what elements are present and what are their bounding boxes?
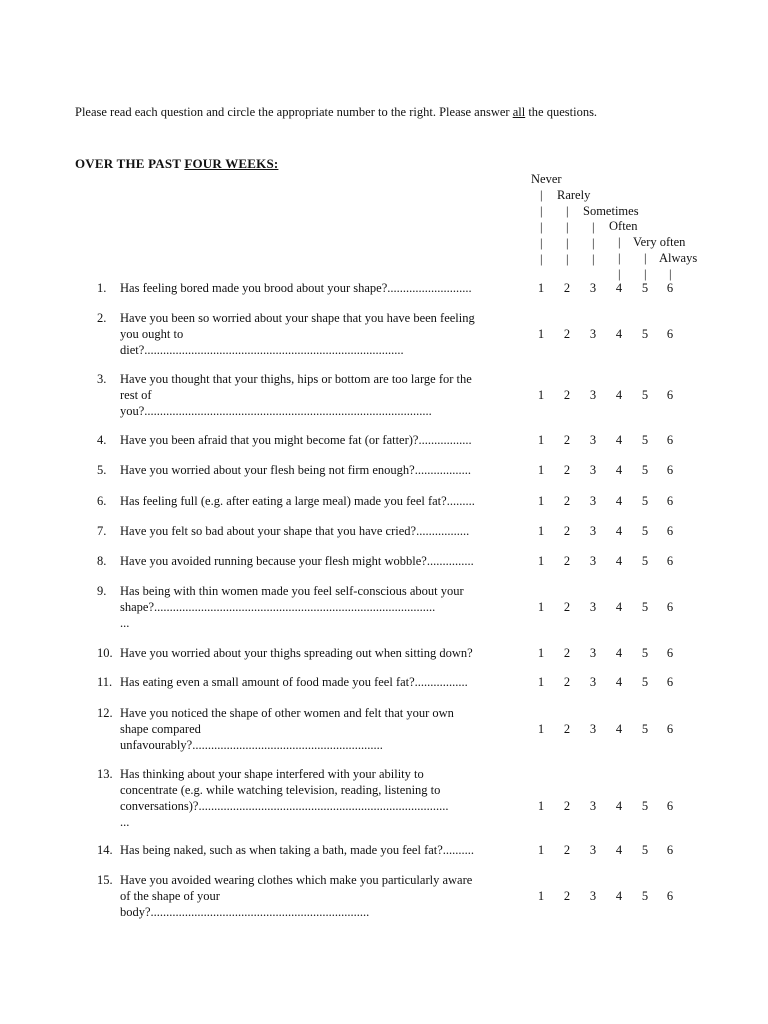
question-text-line: shape compared	[120, 722, 201, 736]
question-number: 1.	[97, 281, 107, 295]
response-option-1[interactable]: 1	[537, 600, 545, 614]
response-option-5[interactable]: 5	[641, 433, 649, 447]
response-option-3[interactable]: 3	[589, 554, 597, 568]
question-number: 3.	[97, 372, 107, 386]
response-option-4[interactable]: 4	[615, 799, 623, 813]
question-text	[120, 645, 525, 661]
response-option-4[interactable]: 4	[615, 433, 623, 447]
response-option-2[interactable]: 2	[563, 327, 571, 341]
response-option-2[interactable]: 2	[563, 646, 571, 660]
response-option-4[interactable]: 4	[615, 675, 623, 689]
heading-prefix: OVER THE PAST	[75, 156, 185, 171]
response-option-6[interactable]: 6	[666, 722, 674, 736]
response-option-5[interactable]: 5	[641, 799, 649, 813]
response-option-6[interactable]: 6	[666, 388, 674, 402]
question-text-line: Have you worried about your thighs spreading out when sitting down?	[120, 646, 473, 660]
question-number: 8.	[97, 554, 107, 568]
response-option-2[interactable]: 2	[563, 494, 571, 508]
response-option-2[interactable]: 2	[563, 554, 571, 568]
response-option-4[interactable]: 4	[615, 281, 623, 295]
response-option-1[interactable]: 1	[537, 327, 545, 341]
question-text-line: Has being naked, such as when taking a bath, made you feel fat?..........	[120, 843, 475, 857]
scale-guide-bar: |	[540, 220, 543, 234]
response-option-6[interactable]: 6	[666, 494, 674, 508]
response-option-2[interactable]: 2	[563, 463, 571, 477]
question-text-line: you?............................................................................................	[120, 404, 432, 418]
response-option-5[interactable]: 5	[641, 494, 649, 508]
question-number: 11.	[97, 675, 113, 689]
response-option-1[interactable]: 1	[537, 524, 545, 538]
question-text-line: Have you avoided wearing clothes which make you particularly aware	[120, 873, 473, 887]
heading-period: FOUR WEEKS:	[184, 156, 279, 171]
scale-guide-bar: |	[566, 252, 569, 266]
question-text-line: body?......................................................................	[120, 905, 370, 919]
response-option-6[interactable]: 6	[666, 675, 674, 689]
response-option-3[interactable]: 3	[589, 524, 597, 538]
response-option-5[interactable]: 5	[641, 463, 649, 477]
response-option-5[interactable]: 5	[641, 327, 649, 341]
response-option-3[interactable]: 3	[589, 889, 597, 903]
instructions-emphasis: all	[512, 105, 526, 119]
scale-guide-bar: |	[592, 220, 595, 234]
response-option-2[interactable]: 2	[563, 281, 571, 295]
question-number: 2.	[97, 311, 107, 325]
question-text-line: Have you noticed the shape of other women and felt that your own	[120, 706, 454, 720]
question-text	[120, 493, 525, 509]
instructions-text-end: the questions.	[525, 105, 598, 119]
question-text-line: shape?..........................................................................................	[120, 600, 436, 614]
response-option-3[interactable]: 3	[589, 600, 597, 614]
response-option-2[interactable]: 2	[563, 799, 571, 813]
question-text	[120, 674, 525, 690]
response-option-3[interactable]: 3	[589, 388, 597, 402]
scale-guide-bar: |	[669, 267, 672, 281]
response-option-2[interactable]: 2	[563, 722, 571, 736]
question-text	[120, 872, 525, 920]
question-text-line: of the shape of your	[120, 889, 220, 903]
question-number: 15.	[97, 873, 113, 887]
response-option-3[interactable]: 3	[589, 433, 597, 447]
response-option-3[interactable]: 3	[589, 327, 597, 341]
response-option-5[interactable]: 5	[641, 600, 649, 614]
question-text-line: you ought to	[120, 327, 184, 341]
response-option-4[interactable]: 4	[615, 600, 623, 614]
response-option-6[interactable]: 6	[666, 889, 674, 903]
question-text	[120, 583, 525, 631]
scale-guide-bar: |	[618, 267, 621, 281]
response-option-1[interactable]: 1	[537, 388, 545, 402]
question-text-line: Have you felt so bad about your shape that you have cried?.................	[120, 524, 470, 538]
scale-guide-bar: |	[540, 204, 543, 218]
question-text-line: Have you been so worried about your shape that you have been feeling	[120, 311, 475, 325]
scale-label: Often	[609, 219, 638, 233]
scale-guide-bar: |	[618, 235, 621, 249]
question-text-line: Have you avoided running because your flesh might wobble?...............	[120, 554, 474, 568]
response-option-3[interactable]: 3	[589, 463, 597, 477]
question-text-line: Have you been afraid that you might become fat (or fatter)?.................	[120, 433, 472, 447]
response-option-5[interactable]: 5	[641, 675, 649, 689]
question-text-line: Has being with thin women made you feel self-conscious about your	[120, 584, 464, 598]
question-text	[120, 842, 525, 858]
response-option-1[interactable]: 1	[537, 281, 545, 295]
response-option-1[interactable]: 1	[537, 463, 545, 477]
response-option-5[interactable]: 5	[641, 388, 649, 402]
question-text-line: Have you thought that your thighs, hips or bottom are too large for the	[120, 372, 472, 386]
question-number: 14.	[97, 843, 113, 857]
response-option-6[interactable]: 6	[666, 646, 674, 660]
response-option-4[interactable]: 4	[615, 722, 623, 736]
scale-guide-bar: |	[566, 220, 569, 234]
response-option-6[interactable]: 6	[666, 463, 674, 477]
response-option-6[interactable]: 6	[666, 327, 674, 341]
scale-guide-bar: |	[540, 188, 543, 202]
response-option-1[interactable]: 1	[537, 554, 545, 568]
question-text	[120, 523, 525, 539]
response-option-3[interactable]: 3	[589, 675, 597, 689]
response-option-4[interactable]: 4	[615, 889, 623, 903]
scale-guide-bar: |	[566, 236, 569, 250]
response-option-1[interactable]: 1	[537, 722, 545, 736]
response-option-5[interactable]: 5	[641, 281, 649, 295]
question-text-line: unfavourably?.............................................................	[120, 738, 383, 752]
response-option-6[interactable]: 6	[666, 600, 674, 614]
response-option-3[interactable]: 3	[589, 843, 597, 857]
question-text	[120, 462, 525, 478]
question-text-line: Has eating even a small amount of food made you feel fat?.................	[120, 675, 468, 689]
question-text	[120, 280, 525, 296]
response-option-6[interactable]: 6	[666, 281, 674, 295]
response-option-5[interactable]: 5	[641, 646, 649, 660]
response-option-4[interactable]: 4	[615, 524, 623, 538]
question-text	[120, 766, 525, 830]
question-text	[120, 371, 525, 419]
question-text	[120, 705, 525, 753]
response-option-6[interactable]: 6	[666, 554, 674, 568]
response-option-2[interactable]: 2	[563, 600, 571, 614]
response-option-6[interactable]: 6	[666, 843, 674, 857]
response-option-4[interactable]: 4	[615, 494, 623, 508]
question-text-line: concentrate (e.g. while watching television, reading, listening to	[120, 783, 441, 797]
question-text	[120, 310, 525, 358]
response-option-5[interactable]: 5	[641, 524, 649, 538]
scale-label: Sometimes	[583, 204, 639, 218]
response-option-3[interactable]: 3	[589, 646, 597, 660]
response-option-1[interactable]: 1	[537, 889, 545, 903]
scale-guide-bar: |	[592, 252, 595, 266]
response-option-1[interactable]: 1	[537, 799, 545, 813]
question-text-line: Has feeling bored made you brood about your shape?...........................	[120, 281, 472, 295]
question-text-line: Has feeling full (e.g. after eating a large meal) made you feel fat?.........	[120, 494, 475, 508]
question-number: 9.	[97, 584, 107, 598]
scale-guide-bar: |	[592, 236, 595, 250]
response-option-5[interactable]: 5	[641, 554, 649, 568]
response-option-6[interactable]: 6	[666, 524, 674, 538]
response-option-4[interactable]: 4	[615, 388, 623, 402]
question-text	[120, 432, 525, 448]
question-number: 6.	[97, 494, 107, 508]
response-option-1[interactable]: 1	[537, 646, 545, 660]
scale-label: Never	[531, 172, 562, 186]
response-scale-header	[0, 0, 768, 290]
question-number: 13.	[97, 767, 113, 781]
scale-guide-bar: |	[644, 267, 647, 281]
response-option-1[interactable]: 1	[537, 494, 545, 508]
question-number: 5.	[97, 463, 107, 477]
response-option-5[interactable]: 5	[641, 843, 649, 857]
scale-guide-bar: |	[566, 204, 569, 218]
response-option-4[interactable]: 4	[615, 327, 623, 341]
response-option-4[interactable]: 4	[615, 843, 623, 857]
scale-guide-bar: |	[540, 252, 543, 266]
response-option-2[interactable]: 2	[563, 433, 571, 447]
response-option-1[interactable]: 1	[537, 843, 545, 857]
question-text-line: Has thinking about your shape interfered with your ability to	[120, 767, 424, 781]
response-option-4[interactable]: 4	[615, 463, 623, 477]
response-option-5[interactable]: 5	[641, 889, 649, 903]
question-number: 12.	[97, 706, 113, 720]
response-option-2[interactable]: 2	[563, 675, 571, 689]
question-text-line: diet?...................................................................................	[120, 343, 404, 357]
question-text-line: ...	[120, 815, 130, 829]
scale-label: Rarely	[557, 188, 591, 202]
scale-label: Very often	[633, 235, 686, 249]
response-option-6[interactable]: 6	[666, 799, 674, 813]
question-text	[120, 553, 525, 569]
question-number: 7.	[97, 524, 107, 538]
response-option-4[interactable]: 4	[615, 554, 623, 568]
question-text-line: conversations)?................................................................................	[120, 799, 449, 813]
response-option-3[interactable]: 3	[589, 281, 597, 295]
response-option-2[interactable]: 2	[563, 843, 571, 857]
response-option-3[interactable]: 3	[589, 722, 597, 736]
response-option-4[interactable]: 4	[615, 646, 623, 660]
scale-guide-bar: |	[540, 236, 543, 250]
response-option-2[interactable]: 2	[563, 889, 571, 903]
question-text-line: Have you worried about your flesh being not firm enough?..................	[120, 463, 471, 477]
scale-label: Always	[659, 251, 698, 265]
response-option-3[interactable]: 3	[589, 799, 597, 813]
question-number: 4.	[97, 433, 107, 447]
question-number: 10.	[97, 646, 113, 660]
scale-guide-bar: |	[644, 251, 647, 265]
response-option-3[interactable]: 3	[589, 494, 597, 508]
question-text-line: rest of	[120, 388, 152, 402]
response-option-5[interactable]: 5	[641, 722, 649, 736]
question-text-line: ...	[120, 616, 130, 630]
scale-guide-bar: |	[618, 251, 621, 265]
response-option-2[interactable]: 2	[563, 524, 571, 538]
response-option-1[interactable]: 1	[537, 433, 545, 447]
instructions-text: Please read each question and circle the appropriate number to the right. Please answer	[75, 105, 513, 119]
response-option-6[interactable]: 6	[666, 433, 674, 447]
response-option-1[interactable]: 1	[537, 675, 545, 689]
response-option-2[interactable]: 2	[563, 388, 571, 402]
